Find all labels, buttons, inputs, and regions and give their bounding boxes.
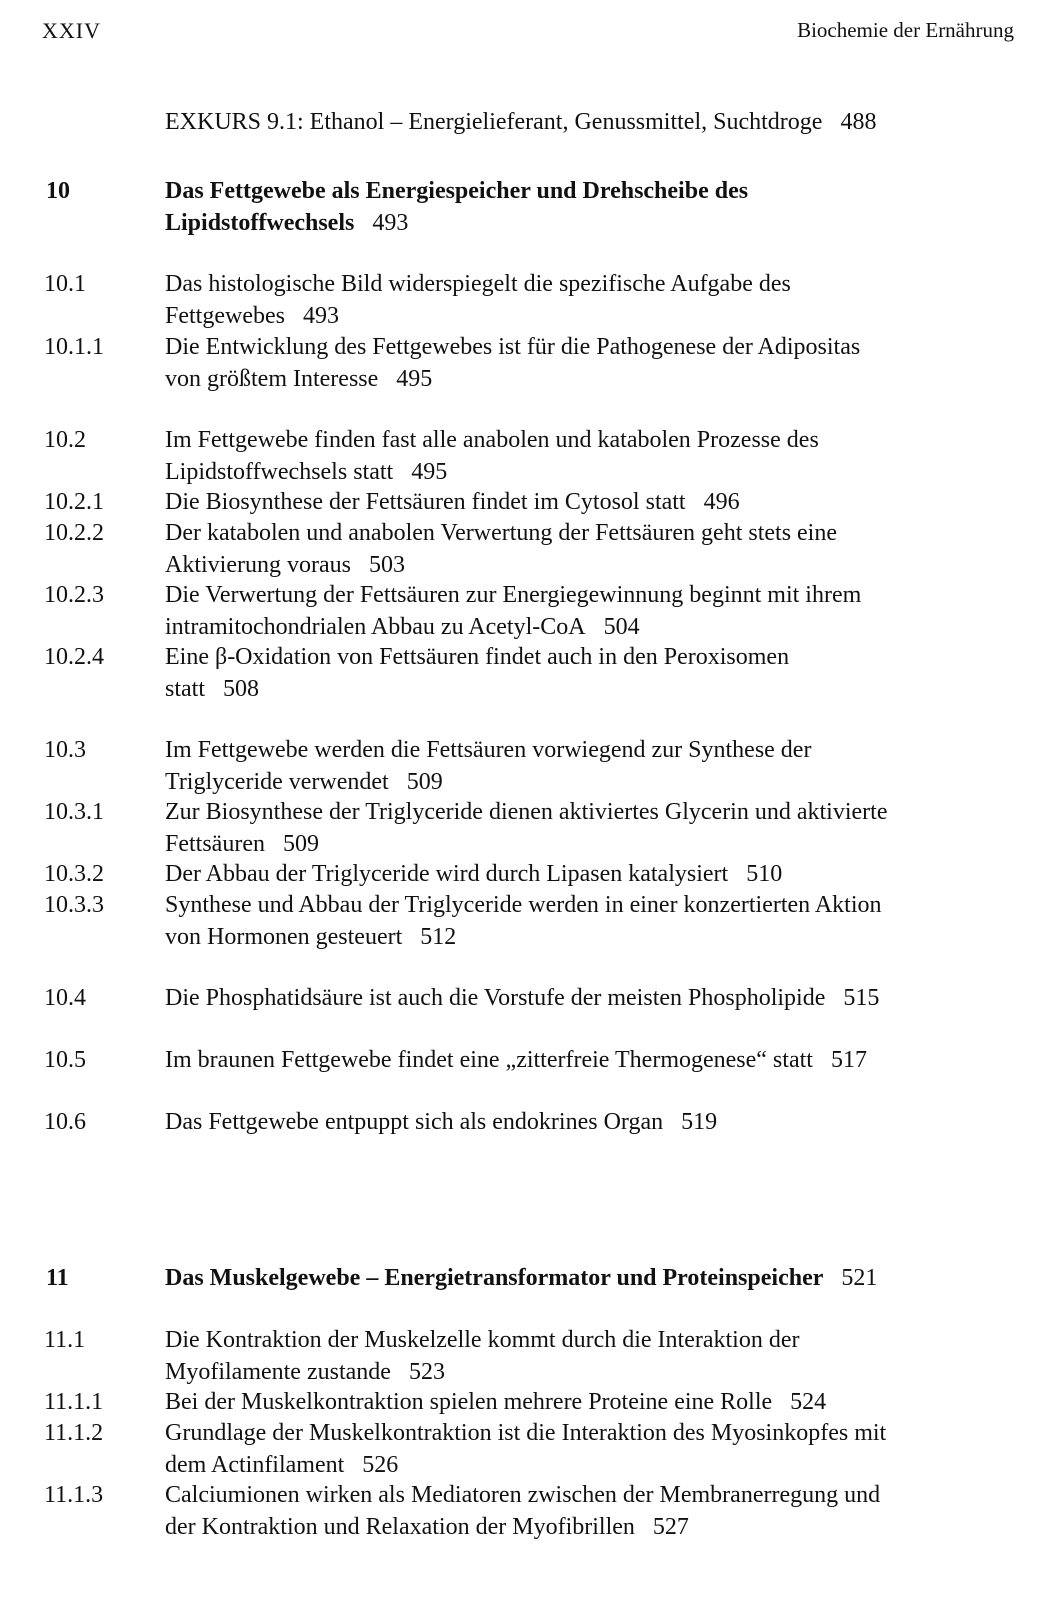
section-number: 10.2.3 xyxy=(44,582,104,608)
entry-line1: Der Abbau der Triglyceride wird durch Lipasen katalysiert xyxy=(165,861,729,887)
page-ref: 523 xyxy=(408,1359,445,1385)
section-number: 10.2.2 xyxy=(44,520,104,546)
section-number: 11.1.3 xyxy=(44,1482,104,1508)
entry-line2: der Kontraktion und Relaxation der Myofibrillen xyxy=(165,1514,635,1540)
toc-entry-text xyxy=(165,106,1020,138)
section-number: 10.6 xyxy=(44,1109,86,1135)
section-number: 10.5 xyxy=(44,1047,86,1073)
entry-line1: Calciumionen wirken als Mediatoren zwischen der Membranerregung und xyxy=(165,1482,881,1508)
page-ref: 527 xyxy=(652,1514,689,1540)
section-number: 10.3.1 xyxy=(44,799,104,825)
entry-line1: Die Biosynthese der Fettsäuren findet im Cytosol statt xyxy=(165,489,686,515)
entry-line1: Die Kontraktion der Muskelzelle kommt durch die Interaktion der xyxy=(165,1327,800,1353)
entry-line2: Triglyceride verwendet xyxy=(165,769,389,795)
entry-line1: Synthese und Abbau der Triglyceride werden in einer konzertierten Aktion xyxy=(165,892,882,918)
page-ref: 493 xyxy=(302,303,339,329)
toc-entry-text xyxy=(165,517,1020,581)
chapter-heading xyxy=(165,175,1020,239)
section-number: 11.1 xyxy=(44,1327,86,1353)
page-ref: 495 xyxy=(411,459,448,485)
section-number: 10.3.3 xyxy=(44,892,104,918)
section-number: 10.3 xyxy=(44,737,86,763)
page-ref: 526 xyxy=(362,1452,399,1478)
toc-entry-text xyxy=(165,579,1020,643)
toc-entry-text xyxy=(165,331,1020,395)
toc-entry-text xyxy=(165,796,1020,860)
toc-entry-text xyxy=(165,1324,1020,1388)
page-ref: 493 xyxy=(372,210,409,236)
entry-line1: Grundlage der Muskelkontraktion ist die Interaktion des Myosinkopfes mit xyxy=(165,1420,887,1446)
entry-line1: Im Fettgewebe werden die Fettsäuren vorwiegend zur Synthese der xyxy=(165,737,812,763)
entry-line2: Fettgewebes xyxy=(165,303,285,329)
entry-line1: Die Verwertung der Fettsäuren zur Energiegewinnung beginnt mit ihrem xyxy=(165,582,862,608)
chapter-number: 11 xyxy=(46,1265,69,1291)
toc-entry-text xyxy=(165,982,1020,1014)
toc-entry-text xyxy=(165,424,1020,488)
page-ref: 512 xyxy=(420,924,457,950)
page-ref: 496 xyxy=(703,489,740,515)
entry-line2: Myofilamente zustande xyxy=(165,1359,391,1385)
entry-line1: Die Entwicklung des Fettgewebes ist für die Pathogenese der Adipositas xyxy=(165,334,861,360)
toc-entry-text xyxy=(165,1386,1020,1418)
entry-line2: von Hormonen gesteuert xyxy=(165,924,403,950)
entry-line1: Eine β-Oxidation von Fettsäuren findet auch in den Peroxisomen xyxy=(165,644,790,670)
entry-line1: Im Fettgewebe finden fast alle anabolen und katabolen Prozesse des xyxy=(165,427,819,453)
chapter-title-line2: Lipidstoffwechsels xyxy=(165,210,355,236)
page-ref: 524 xyxy=(790,1389,827,1415)
entry-line1: Bei der Muskelkontraktion spielen mehrere Proteine eine Rolle xyxy=(165,1389,773,1415)
section-number: 10.2.4 xyxy=(44,644,104,670)
toc-entry-text xyxy=(165,268,1020,332)
entry-line2: Lipidstoffwechsels statt xyxy=(165,459,394,485)
section-number: 10.1 xyxy=(44,271,86,297)
toc-entry-text xyxy=(165,1044,1020,1076)
entry-line2: von größtem Interesse xyxy=(165,366,379,392)
section-number: 10.3.2 xyxy=(44,861,104,887)
page-ref: 508 xyxy=(223,676,259,702)
page-ref: 515 xyxy=(843,985,880,1011)
page-ref: 488 xyxy=(840,109,877,135)
page-ref: 504 xyxy=(603,614,640,640)
toc-entry-text xyxy=(165,889,1020,953)
page-ref: 509 xyxy=(282,831,319,857)
section-number: 10.4 xyxy=(44,985,86,1011)
section-number: 10.1.1 xyxy=(44,334,104,360)
running-header-title: Biochemie der Ernährung xyxy=(797,18,1014,42)
section-number: 11.1.1 xyxy=(44,1389,104,1415)
toc-entry-text xyxy=(165,1106,1020,1138)
entry-line2: Aktivierung voraus xyxy=(165,552,351,578)
entry-line2: Fettsäuren xyxy=(165,831,265,857)
toc-entry-text xyxy=(165,1417,1020,1481)
toc-entry-text xyxy=(165,1479,1020,1543)
entry-line1: Zur Biosynthese der Triglyceride dienen aktiviertes Glycerin und aktivierte xyxy=(165,799,888,825)
section-number: 11.1.2 xyxy=(44,1420,104,1446)
page-ref: 517 xyxy=(830,1047,867,1073)
entry-line2: intramitochondrialen Abbau zu Acetyl-CoA xyxy=(165,614,586,640)
page-ref: 509 xyxy=(406,769,443,795)
entry-line1: Die Phosphatidsäure ist auch die Vorstufe der meisten Phospholipide xyxy=(165,985,826,1011)
page-ref: 519 xyxy=(681,1109,718,1135)
chapter-number: 10 xyxy=(46,178,70,204)
chapter-title-line1: Das Fettgewebe als Energiespeicher und Drehscheibe des xyxy=(165,178,749,204)
chapter-heading xyxy=(165,1262,1020,1294)
entry-line1: Im braunen Fettgewebe findet eine „zitterfreie Thermogenese“ statt xyxy=(165,1047,813,1073)
page-number-roman: XXIV xyxy=(42,18,101,43)
section-number: 10.2.1 xyxy=(44,489,104,515)
section-number: 10.2 xyxy=(44,427,86,453)
toc-entry-text xyxy=(165,486,1020,518)
entry-line2: statt xyxy=(165,676,205,702)
page-ref: 521 xyxy=(841,1265,878,1291)
toc-entry-text xyxy=(165,858,1020,890)
page-ref: 510 xyxy=(746,861,783,887)
chapter-title-line1: Das Muskelgewebe – Energietransformator und Proteinspeicher xyxy=(165,1265,824,1291)
page-ref: 495 xyxy=(396,366,433,392)
toc-entry-text xyxy=(165,641,1020,705)
toc-entry-text xyxy=(165,734,1020,798)
entry-line1: Das Fettgewebe entpuppt sich als endokrines Organ xyxy=(165,1109,664,1135)
entry-line1: Der katabolen und anabolen Verwertung der Fettsäuren geht stets eine xyxy=(165,520,837,546)
entry-line2: dem Actinfilament xyxy=(165,1452,345,1478)
excursus-title: EXKURS 9.1: Ethanol – Energielieferant, Genussmittel, Suchtdroge xyxy=(165,109,823,135)
page-ref: 503 xyxy=(368,552,405,578)
entry-line1: Das histologische Bild widerspiegelt die spezifische Aufgabe des xyxy=(165,271,791,297)
